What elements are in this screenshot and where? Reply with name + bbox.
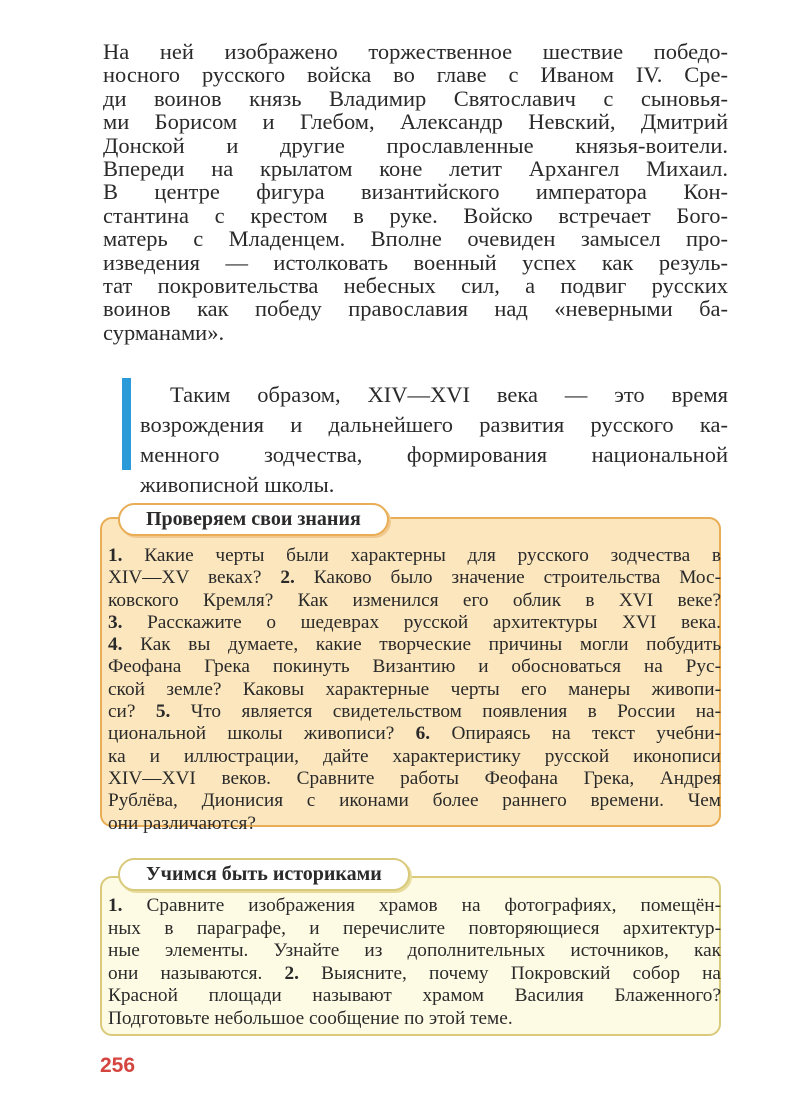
question-number: 1.: [108, 545, 123, 566]
text-line: [103, 87, 728, 110]
text-line: [140, 440, 728, 470]
text-segment: Каково было значение строительства Мос-: [294, 567, 721, 589]
text-line: [108, 813, 721, 835]
text-segment: живописной школы.: [140, 472, 335, 497]
question-number: 2.: [284, 962, 299, 984]
text-segment: Какие черты были характерны для русского зодчества в: [122, 545, 721, 566]
text-line: [108, 768, 721, 790]
text-segment: Сравните изображения храмов на фотографиях, помещён-: [122, 895, 721, 916]
text-segment: ные элементы. Узнайте из дополнительных источников, как: [108, 940, 721, 961]
text-segment: ных в параграфе, и перечислите повторяющиеся архитектур-: [108, 917, 721, 939]
highlight-bar: [122, 378, 131, 470]
text-line: [108, 918, 721, 941]
text-line: [108, 985, 721, 1008]
text-segment: Что является свидетельством появления в России на-: [170, 701, 721, 723]
text-segment: стантина с крестом в руке. Войско встречает Бого-: [103, 202, 728, 228]
text-segment: На ней изображено торжественное шествие победо-: [103, 39, 728, 64]
text-segment: Феофана Грека покинуть Византию и обосноваться на Рус-: [108, 656, 721, 678]
text-line: [103, 110, 728, 133]
text-segment: Рублёва, Дионисия с иконами более раннего времени. Чем: [108, 790, 721, 812]
main-paragraph: [103, 40, 728, 344]
text-line: [140, 470, 728, 500]
text-line: [103, 204, 728, 227]
text-segment: они называются.: [108, 962, 285, 984]
historian-tasks-title: Учимся быть историками: [118, 858, 410, 891]
text-segment: Выясните, почему Покровский собор на: [299, 962, 721, 984]
text-line: [108, 656, 721, 678]
text-segment: ка и иллюстрации, дайте характеристику русской иконописи: [108, 745, 721, 767]
text-segment: носного русского войска во главе с Иваном IV. Сре-: [103, 62, 728, 88]
text-segment: Как вы думаете, какие творческие причины могли побудить: [122, 634, 721, 656]
text-line: [103, 63, 728, 86]
question-number: 6.: [415, 723, 431, 745]
text-segment: си?: [108, 701, 156, 723]
text-line: [108, 590, 721, 612]
text-line: [140, 380, 728, 410]
text-segment: матерь с Младенцем. Вполне очевиден замысел про-: [103, 226, 728, 252]
text-line: [108, 545, 721, 567]
text-segment: XIV—XVI веков. Сравните работы Феофана Грека, Андрея: [108, 767, 721, 789]
text-line: [103, 297, 728, 320]
question-number: 2.: [280, 567, 295, 589]
text-line: [108, 679, 721, 701]
text-segment: изведения — истолковать военный успех как резуль-: [103, 249, 728, 275]
text-line: [103, 40, 728, 63]
conclusion-paragraph: [140, 380, 728, 500]
text-line: [108, 895, 721, 918]
text-line: [108, 634, 721, 656]
text-line: [108, 701, 721, 723]
question-number: 1.: [108, 895, 123, 916]
text-line: [103, 227, 728, 250]
text-segment: ди воинов князь Владимир Святославич с сыновья-: [103, 85, 728, 111]
text-line: [108, 723, 721, 745]
check-knowledge-title: Проверяем свои знания: [118, 503, 389, 536]
text-segment: воинов как победу православия над «неверными ба-: [103, 296, 728, 322]
check-knowledge-questions: [108, 545, 721, 835]
text-line: [103, 180, 728, 203]
page-number: 256: [100, 1054, 136, 1077]
text-line: [103, 157, 728, 180]
text-segment: Впереди на крылатом коне летит Архангел Михаил.: [103, 156, 728, 182]
text-segment: В центре фигура византийского императора Кон-: [103, 179, 728, 205]
text-line: [103, 274, 728, 297]
text-segment: XIV—XV веках?: [108, 567, 281, 589]
historian-tasks-list: [108, 895, 721, 1030]
text-line: [108, 963, 721, 986]
text-segment: ковского Кремля? Как изменился его облик в XVI веке?: [108, 589, 721, 611]
text-segment: Таким образом, XIV—XVI века — это время: [170, 382, 728, 407]
text-segment: циональной школы живописи?: [108, 723, 416, 745]
question-number: 3.: [108, 611, 123, 633]
text-segment: Опираясь на текст учебни-: [430, 723, 722, 745]
text-line: [140, 410, 728, 440]
text-line: [103, 251, 728, 274]
text-line: [108, 612, 721, 634]
text-segment: тат покровительства небесных сил, а подвиг русских: [103, 273, 728, 299]
text-segment: менного зодчества, формирования национальной: [140, 442, 728, 467]
text-line: [108, 790, 721, 812]
text-segment: Подготовьте небольшое сообщение по этой теме.: [108, 1007, 513, 1029]
question-number: 4.: [108, 634, 123, 656]
text-segment: Расскажите о шедеврах русской архитектуры XVI века.: [122, 611, 721, 633]
text-line: [108, 567, 721, 589]
text-segment: ми Борисом и Глебом, Александр Невский, Дмитрий: [103, 109, 728, 135]
text-segment: Донской и другие прославленные князья-воители.: [103, 132, 728, 158]
question-number: 5.: [155, 701, 171, 723]
text-line: [103, 321, 728, 344]
text-line: [108, 940, 721, 963]
text-segment: сурманами».: [103, 319, 225, 345]
text-line: [108, 746, 721, 768]
text-segment: ской земле? Каковы характерные черты его манеры живопи-: [108, 678, 721, 700]
text-segment: они различаются?: [108, 812, 256, 834]
text-segment: Красной площади называют храмом Василия Блаженного?: [108, 985, 721, 1006]
text-line: [103, 134, 728, 157]
text-line: [108, 1008, 721, 1031]
text-segment: возрождения и дальнейшего развития русского ка-: [140, 412, 728, 437]
